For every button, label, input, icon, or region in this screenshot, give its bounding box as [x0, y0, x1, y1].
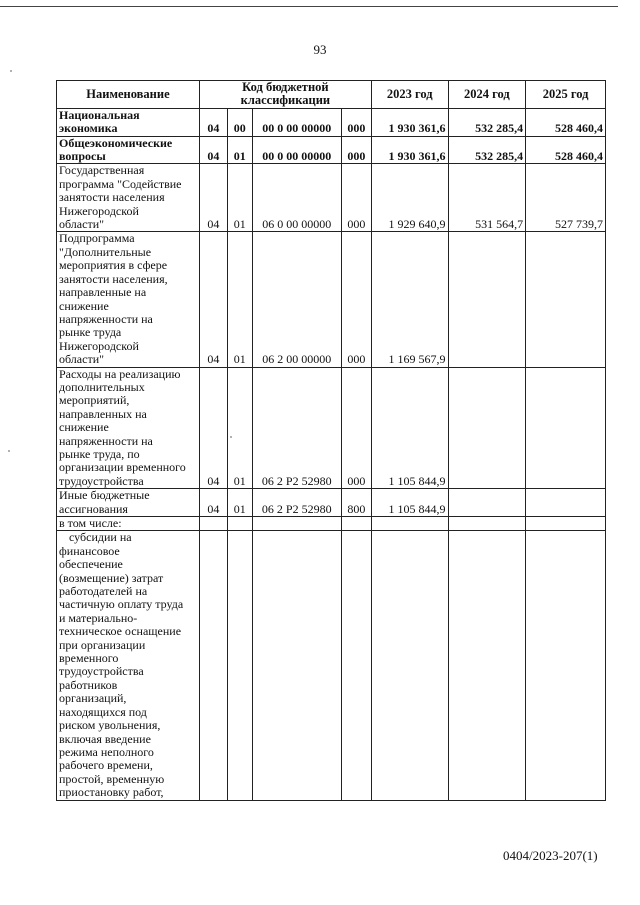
row-csr: 00 0 00 00000 — [252, 136, 341, 164]
row-2025 — [526, 367, 606, 489]
row-pr: 01 — [227, 136, 252, 164]
row-vr: 800 — [341, 489, 371, 517]
row-csr: 06 2 P2 52980 — [252, 489, 341, 517]
table-row — [57, 164, 606, 232]
row-rz: 04 — [199, 367, 227, 489]
row-name: Национальная экономика — [59, 108, 140, 136]
row-name: Расходы на реализацию дополнительных мероприятий, направленных на снижение напряженности на рынке труда, по организации временного трудоустройства — [59, 367, 186, 488]
row-2024: 532 285,4 — [448, 136, 526, 164]
row-2024: 532 285,4 — [448, 108, 526, 136]
row-rz: 04 — [199, 164, 227, 232]
scan-speck — [10, 70, 12, 72]
row-2023: 1 169 567,9 — [371, 232, 448, 367]
row-name: Государственная программа "Содействие занятости населения Нижегородской области" — [59, 163, 182, 232]
row-vr: 000 — [341, 164, 371, 232]
table-row — [57, 489, 606, 517]
scan-speck — [8, 450, 10, 452]
row-pr — [227, 517, 252, 531]
row-name: субсидии на финансовое обеспечение (возмещение) затрат работодателей на частичную оплату труда и материально- техническое оснащение при организации временного трудоустройства работников организаций, находящихся под риском увольнения, включая введение режима неполного рабочего времени, простой, временную приостановку работ, — [59, 530, 184, 800]
row-vr — [341, 531, 371, 800]
row-rz: 04 — [199, 108, 227, 136]
row-rz: 04 — [199, 489, 227, 517]
row-2025 — [526, 531, 606, 800]
row-2023: 1 105 844,9 — [371, 367, 448, 489]
row-rz: 04 — [199, 136, 227, 164]
row-name: в том числе: — [59, 516, 122, 530]
row-2023: 1 105 844,9 — [371, 489, 448, 517]
scan-speck — [230, 436, 232, 438]
row-vr: 000 — [341, 367, 371, 489]
row-2025 — [526, 489, 606, 517]
table-row — [57, 517, 606, 531]
table-row — [57, 531, 606, 800]
row-2025 — [526, 232, 606, 367]
header-row — [57, 81, 606, 109]
row-2023: 1 930 361,6 — [371, 136, 448, 164]
row-2024 — [448, 232, 526, 367]
row-2024 — [448, 517, 526, 531]
row-2023: 1 930 361,6 — [371, 108, 448, 136]
row-pr — [227, 531, 252, 800]
row-rz: 04 — [199, 232, 227, 367]
row-name: Подпрограмма "Дополнительные мероприятия в сфере занятости населения, направленные на снижение напряженности на рынке труда Нижегородской области" — [59, 231, 168, 367]
table-row — [57, 136, 606, 164]
row-2025: 527 739,7 — [526, 164, 606, 232]
row-vr: 000 — [341, 108, 371, 136]
row-2025: 528 460,4 — [526, 108, 606, 136]
row-name: Общеэкономические вопросы — [59, 136, 173, 164]
row-csr: 06 2 00 00000 — [252, 232, 341, 367]
row-name: Иные бюджетные ассигнования — [59, 488, 150, 516]
row-2025: 528 460,4 — [526, 136, 606, 164]
row-vr: 000 — [341, 136, 371, 164]
row-csr: 06 2 P2 52980 — [252, 367, 341, 489]
row-rz — [199, 531, 227, 800]
row-2024 — [448, 489, 526, 517]
row-2024: 531 564,7 — [448, 164, 526, 232]
row-pr: 01 — [227, 232, 252, 367]
row-vr — [341, 517, 371, 531]
row-csr — [252, 531, 341, 800]
row-vr: 000 — [341, 232, 371, 367]
header-name: Наименование — [57, 81, 200, 109]
budget-table — [56, 80, 606, 801]
row-2023 — [371, 517, 448, 531]
row-csr: 06 0 00 00000 — [252, 164, 341, 232]
row-csr: 00 0 00 00000 — [252, 108, 341, 136]
row-pr: 00 — [227, 108, 252, 136]
table-row — [57, 232, 606, 367]
header-2025: 2025 год — [526, 81, 606, 109]
header-2024: 2024 год — [448, 81, 526, 109]
table-row — [57, 108, 606, 136]
page-number: 93 — [313, 42, 327, 57]
header-code: Код бюджетной классификации — [199, 81, 371, 109]
document-code: 0404/2023-207(1) — [503, 848, 598, 863]
row-2023 — [371, 531, 448, 800]
row-2023: 1 929 640,9 — [371, 164, 448, 232]
header-2023: 2023 год — [371, 81, 448, 109]
row-pr: 01 — [227, 367, 252, 489]
row-csr — [252, 517, 341, 531]
row-2025 — [526, 517, 606, 531]
row-rz — [199, 517, 227, 531]
row-pr: 01 — [227, 164, 252, 232]
row-pr: 01 — [227, 489, 252, 517]
row-2024 — [448, 531, 526, 800]
row-2024 — [448, 367, 526, 489]
table-row — [57, 367, 606, 489]
top-rule — [0, 6, 618, 7]
